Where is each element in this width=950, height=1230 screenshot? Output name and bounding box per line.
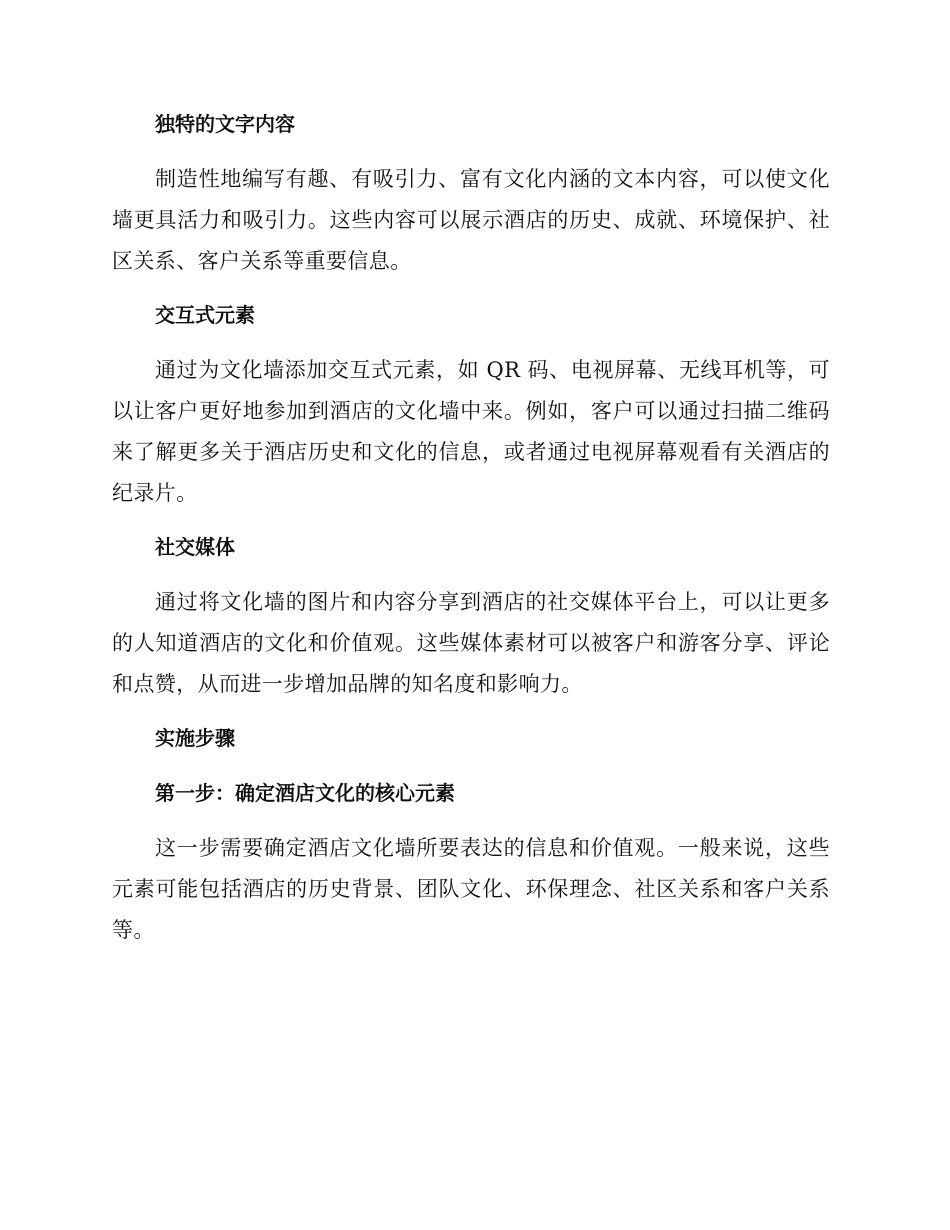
- section-heading-interactive-elements: 交互式元素: [155, 303, 255, 327]
- section-heading-implementation-steps: 实施步骤: [155, 726, 235, 750]
- section-heading-social-media: 社交媒体: [155, 535, 235, 559]
- paragraph-social-media: 通过将文化墙的图片和内容分享到酒店的社交媒体平台上，可以让更多的人知道酒店的文化和价值观。这些媒体素材可以被客户和游客分享、评论和点赞，从而进一步增加品牌的知名度和影响力。: [112, 590, 830, 696]
- paragraph-unique-text: 制造性地编写有趣、有吸引力、富有文化内涵的文本内容，可以使文化墙更具活力和吸引力。这些内容可以展示酒店的历史、成就、环境保护、社区关系、客户关系等重要信息。: [112, 167, 830, 273]
- paragraph-interactive-elements: 通过为文化墙添加交互式元素，如 QR 码、电视屏幕、无线耳机等，可以让客户更好地参加到酒店的文化墙中来。例如，客户可以通过扫描二维码来了解更多关于酒店历史和文化的信息，或者通过电视屏幕观看有关酒店的纪录片。: [112, 358, 830, 505]
- paragraph-step-one: 这一步需要确定酒店文化墙所要表达的信息和价值观。一般来说，这些元素可能包括酒店的历史背景、团队文化、环保理念、社区关系和客户关系等。: [112, 836, 830, 942]
- section-heading-unique-text: 独特的文字内容: [155, 112, 295, 136]
- section-heading-step-one: 第一步：确定酒店文化的核心元素: [155, 781, 455, 805]
- document-page: [112, 104, 830, 964]
